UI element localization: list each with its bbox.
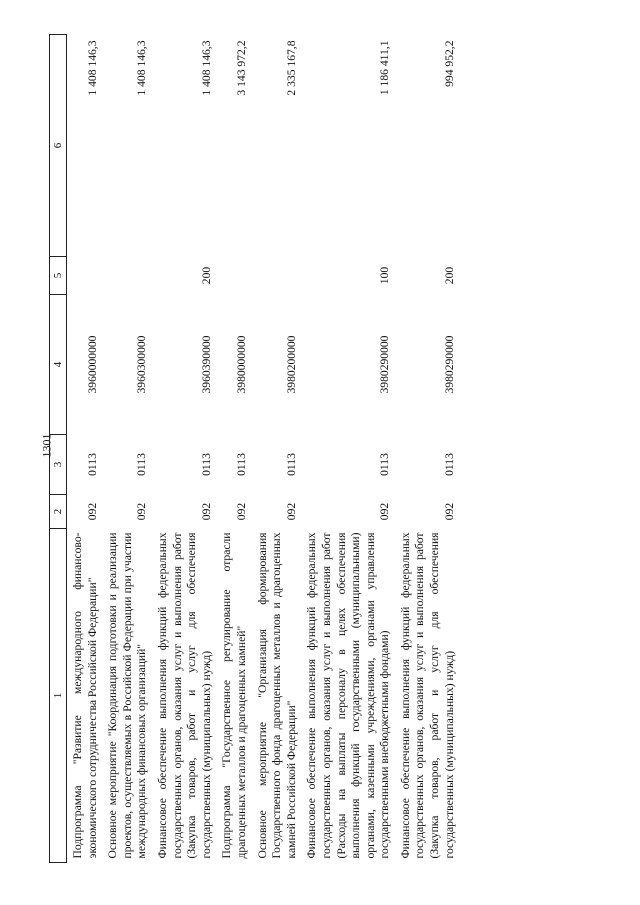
- row-code-section: 0113: [378, 453, 392, 476]
- row-name: Финансовое обеспечение выполнения функций федеральных государственных органов, оказания услуг и выполнения работ (Расходы на выплаты персоналу в целях обеспечения выполнения функций государственными (муниципальными) органами, казенными учреждениями, органами управления государственными внебюджетными фондами): [305, 532, 392, 859]
- budget-table: [49, 34, 459, 863]
- row-code-target: 3980200000: [284, 335, 298, 394]
- row-amount: 994 952,2: [442, 40, 456, 87]
- row-code-target: 3980000000: [234, 335, 248, 394]
- row-amount: 1 186 411,1: [378, 40, 392, 96]
- row-code-section: 0113: [234, 453, 248, 476]
- row-code-ministry: 092: [442, 502, 456, 521]
- row-code-expense: [252, 257, 302, 295]
- row-name: Основное мероприятие "Координация подготовки и реализации проектов, осуществляемых в Российской Федерации при участии международных финансовых организаций": [106, 532, 149, 859]
- table-row: [67, 35, 103, 863]
- row-code-ministry: 092: [135, 502, 149, 521]
- row-amount: 2 335 167,8: [284, 40, 298, 96]
- row-code-expense: 200: [442, 266, 456, 285]
- table-row: [252, 35, 302, 863]
- row-code-section: 0113: [199, 453, 213, 476]
- row-name: Подпрограмма "Государственное регулирование отрасли драгоценных металлов и драгоценных камней": [220, 532, 248, 859]
- row-amount: 1 408 146,3: [85, 40, 99, 96]
- table-row: [102, 35, 152, 863]
- row-name: Подпрограмма "Развитие международного финансово-экономического сотрудничества Российской Федерации": [71, 532, 99, 859]
- table-row: [395, 35, 459, 863]
- header-col-3: 3: [50, 435, 67, 495]
- header-col-4: 4: [50, 295, 67, 435]
- header-col-6: 6: [50, 35, 67, 257]
- row-code-ministry: 092: [378, 502, 392, 521]
- header-col-2: 2: [50, 495, 67, 529]
- row-code-section: 0113: [85, 453, 99, 476]
- budget-table-container: [49, 35, 599, 863]
- row-code-target: 3980290000: [442, 335, 456, 394]
- row-code-ministry: 092: [234, 502, 248, 521]
- row-amount: 3 143 972,2: [234, 40, 248, 96]
- row-code-expense: [216, 257, 251, 295]
- row-code-section: 0113: [284, 453, 298, 476]
- header-col-5: 5: [50, 257, 67, 295]
- row-name: Финансовое обеспечение выполнения функций федеральных государственных органов, оказания услуг и выполнения работ (Закупка товаров, работ и услуг для обеспечения государственных (муниципальных) нужд): [398, 532, 456, 859]
- header-col-1: 1: [50, 529, 67, 863]
- row-amount: 1 408 146,3: [199, 40, 213, 96]
- row-code-target: 3960300000: [135, 335, 149, 394]
- row-code-section: 0113: [442, 453, 456, 476]
- row-code-expense: [67, 257, 103, 295]
- row-code-target: 3980290000: [378, 335, 392, 394]
- row-name: Основное мероприятие "Организация формирования Государственного фонда драгоценных металлов и драгоценных камней Российской Федерации": [255, 532, 298, 859]
- row-code-expense: [102, 257, 152, 295]
- row-code-target: 3960000000: [85, 335, 99, 394]
- header-row: [50, 35, 67, 863]
- row-code-expense: 200: [199, 266, 213, 285]
- row-code-target: 3960390000: [199, 335, 213, 394]
- row-code-ministry: 092: [85, 502, 99, 521]
- table-row: [216, 35, 251, 863]
- row-code-ministry: 092: [199, 502, 213, 521]
- table-row: [152, 35, 216, 863]
- row-name: Финансовое обеспечение выполнения функций федеральных государственных органов, оказания услуг и выполнения работ (Закупка товаров, работ и услуг для обеспечения государственных (муниципальных) нужд): [155, 532, 213, 859]
- table-row: [301, 35, 395, 863]
- row-amount: 1 408 146,3: [135, 40, 149, 96]
- row-code-ministry: 092: [284, 502, 298, 521]
- row-code-section: 0113: [135, 453, 149, 476]
- page-number: 1301: [39, 433, 54, 458]
- row-code-expense: 100: [378, 266, 392, 285]
